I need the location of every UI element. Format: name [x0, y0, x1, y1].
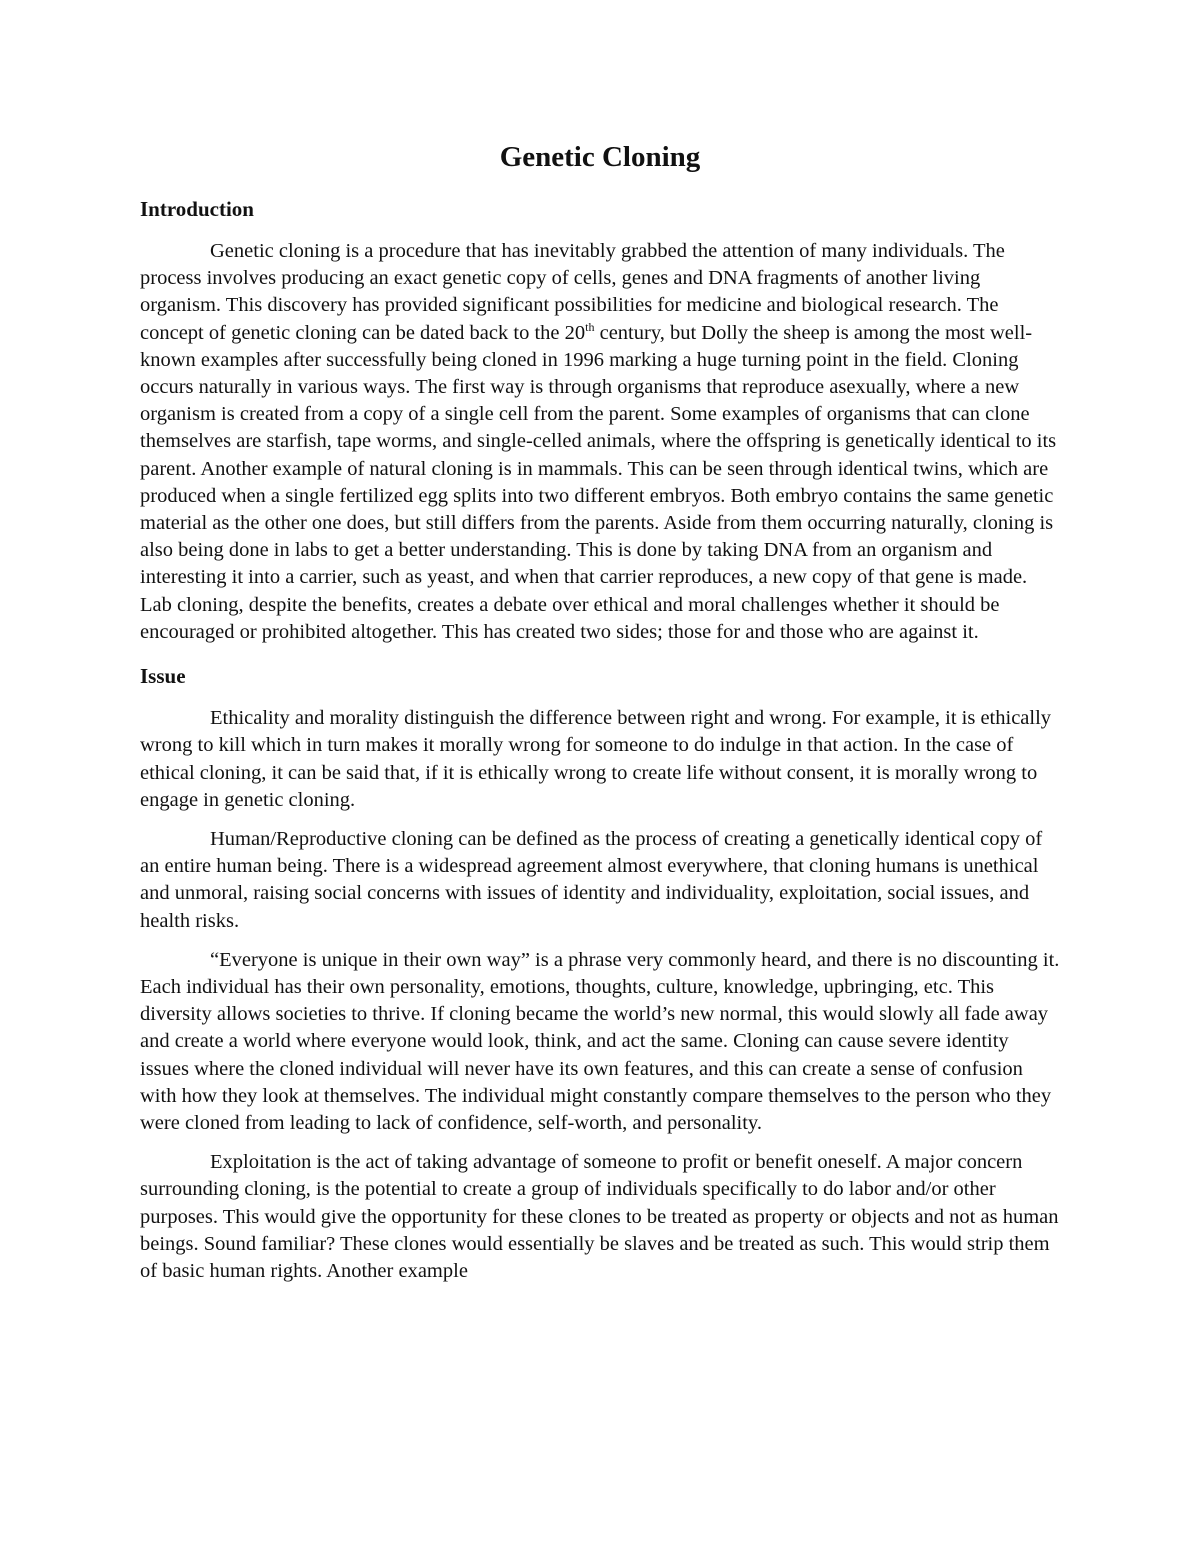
introduction-paragraph [140, 238, 1060, 646]
issue-paragraph-human-cloning: Human/Reproductive cloning can be defined as the process of creating a genetically identical copy of an entire human being. There is a widespread agreement almost everywhere, that cloning humans is unethical and unmoral, raising social concerns with issues of identity and individuality, exploitation, social issues, and health risks. [140, 828, 1043, 932]
intro-text-part-2: century, but Dolly the sheep is among the most well-known examples after successfully being cloned in 1996 marking a huge turning point in the field. Cloning occurs naturally in various ways. The first way is through organisms that reproduce asexually, where a new organism is created from a copy of a single cell from the parent. Some examples of organisms that can clone themselves are starfish, tape worms, and single-celled animals, where the offspring is genetically identical to its parent. Another example of natural cloning is in mammals. This can be seen through identical twins, which are produced when a single fertilized egg splits into two different embryos. Both embryo contains the same genetic material as the other one does, but still differs from the parents. Aside from them occurring naturally, cloning is also being done in labs to get a better understanding. This is done by taking DNA from an organism and interesting it into a carrier, such as yeast, and when that carrier reproduces, a new copy of that gene is made. Lab cloning, despite the benefits, creates a debate over ethical and moral challenges whether it should be encouraged or prohibited altogether. This has created two sides; those for and those who are against it. [140, 321, 1057, 643]
issue-paragraph-ethicality: Ethicality and morality distinguish the difference between right and wrong. For example, it is ethically wrong to kill which in turn makes it morally wrong for someone to do indulge in that action. In the case of ethical cloning, it can be said that, if it is ethically wrong to create life without consent, it is morally wrong to engage in genetic cloning. [140, 707, 1052, 811]
document-title: Genetic Cloning [499, 141, 701, 173]
document-page [140, 140, 1060, 1297]
issue-paragraph-exploitation: Exploitation is the act of taking advantage of someone to profit or benefit oneself. A major concern surrounding cloning, is the potential to create a group of individuals specifically to do labor and/or other purposes. This would give the opportunity for these clones to be treated as property or objects and not as human beings. Sound familiar? These clones would essentially be slaves and be treated as such. This would strip them of basic human rights. Another example [140, 1151, 1059, 1283]
section-heading-issue: Issue [140, 664, 186, 689]
issue-paragraph-uniqueness: “Everyone is unique in their own way” is a phrase very commonly heard, and there is no discounting it. Each individual has their own personality, emotions, thoughts, culture, knowledge, upbringing, etc. This diversity allows societies to thrive. If cloning became the world’s new normal, this would slowly all fade away and create a world where everyone would look, think, and act the same. Cloning can cause severe identity issues where the cloned individual will never have its own features, and this can create a sense of confusion with how they look at themselves. The individual might constantly compare themselves to the person who they were cloned from leading to lack of confidence, self-worth, and personality. [140, 948, 1060, 1135]
intro-text-part-1: Genetic cloning is a procedure that has inevitably grabbed the attention of many individuals. The process involves producing an exact genetic copy of cells, genes and DNA fragments of another living organism. This discovery has provided significant possibilities for medicine and biological research. The concept of genetic cloning can be dated back to the 20 [140, 239, 1005, 344]
superscript-th: th [585, 319, 595, 334]
section-heading-introduction: Introduction [140, 196, 254, 221]
